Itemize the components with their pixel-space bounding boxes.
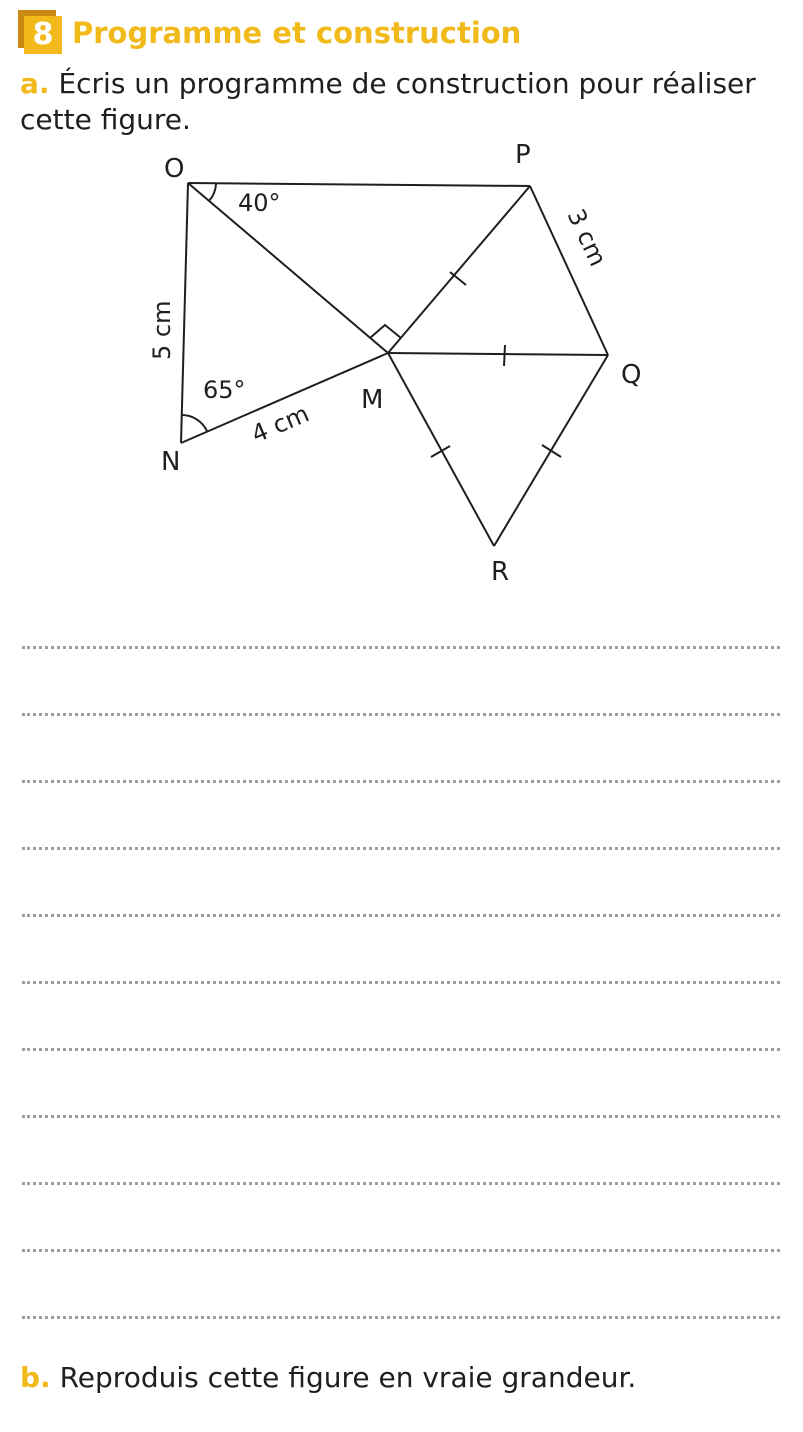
question-a [20,66,798,138]
exercise-header [18,10,798,54]
angle-arc-N [182,415,207,431]
answer-line[interactable] [22,847,780,850]
answer-line[interactable] [22,1316,780,1319]
answer-line[interactable] [22,981,780,984]
segment-OP [188,183,530,186]
point-label-P: P [515,140,531,170]
answer-line[interactable] [22,713,780,716]
tick-MQ [504,345,505,366]
segment-MR [388,353,494,546]
answer-line[interactable] [22,646,780,649]
point-label-N: N [161,447,181,477]
answer-line[interactable] [22,1249,780,1252]
angle-label-O: 40° [238,189,281,217]
geometry-figure [0,130,803,600]
segment-PQ [530,186,608,355]
segment-ON [181,183,188,443]
question-b [20,1360,798,1396]
answer-line[interactable] [22,1115,780,1118]
exercise-number-badge: 8 [24,16,62,54]
answer-line[interactable] [22,780,780,783]
length-label-PQ: 3 cm [561,204,613,271]
length-label-ON: 5 cm [148,300,176,360]
exercise-title: Programme et construction [72,16,522,50]
answer-line[interactable] [22,1048,780,1051]
angle-label-N: 65° [203,376,246,404]
answer-line[interactable] [22,914,780,917]
point-label-O: O [164,154,185,184]
question-a-text: Écris un programme de construction pour réaliser cette figure. [20,67,756,136]
segment-PM [388,186,530,353]
length-label-NM: 4 cm [247,399,314,449]
point-label-R: R [491,557,510,587]
tick-QR [542,445,561,457]
answer-line[interactable] [22,1182,780,1185]
segment-MQ [388,353,608,355]
angle-arc-O [209,184,216,201]
point-label-Q: Q [621,360,642,390]
point-label-M: M [361,385,384,415]
question-b-letter: b. [20,1361,51,1394]
question-a-letter: a. [20,67,50,100]
question-b-text: Reproduis cette figure en vraie grandeur. [59,1361,637,1394]
right-angle-mark-M [370,325,401,338]
segment-OM [188,183,388,353]
